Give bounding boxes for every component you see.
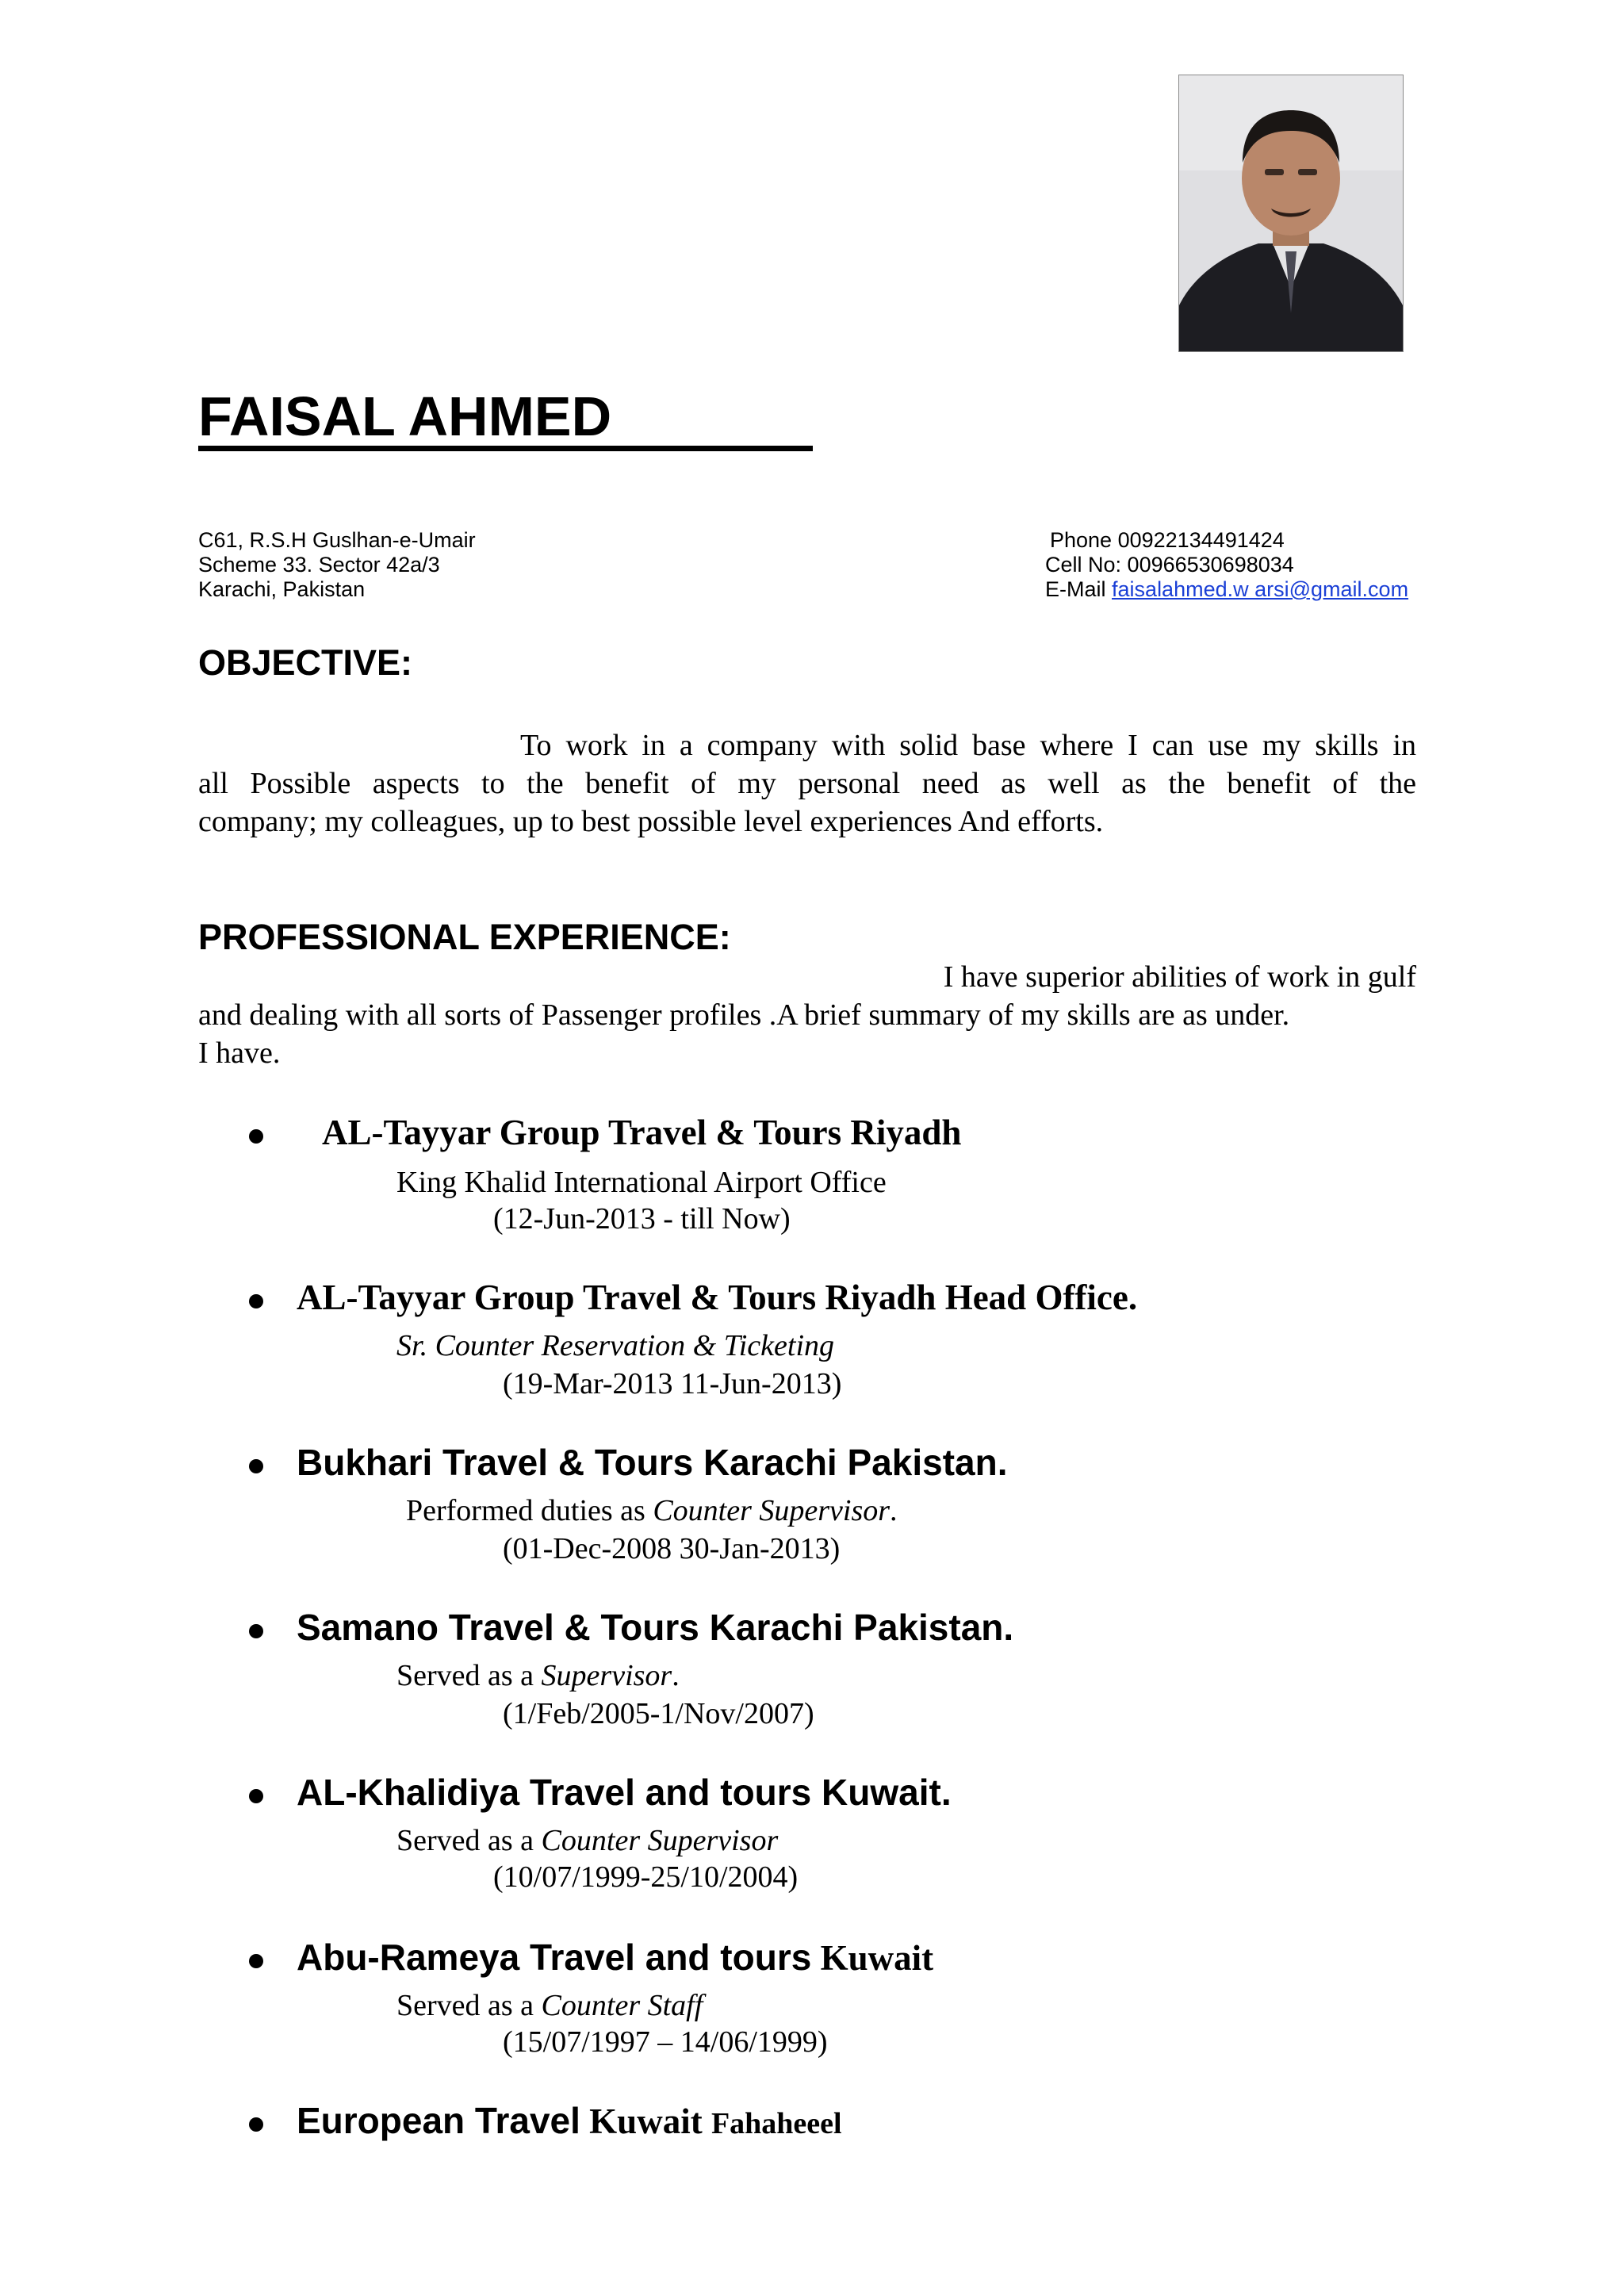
address-line-2: Scheme 33. Sector 42a/3 [198,553,440,577]
experience-intro-line-3: I have. [198,1036,281,1070]
bullet-icon [249,1789,263,1803]
experience-dates-1: (12-Jun-2013 - till Now) [493,1202,791,1236]
phone-line [1045,528,1408,553]
experience-detail-6 [396,1987,703,2024]
bullet-icon [249,2117,263,2132]
email-line [1045,577,1408,602]
address-line-3: Karachi, Pakistan [198,577,366,601]
experience-detail-5 [396,1822,778,1859]
email-label: E-Mail [1045,577,1106,601]
address-block [198,528,476,602]
experience-prefix-6: Served as a [396,1989,534,2022]
contact-block [1045,528,1408,602]
experience-detail-3 [406,1492,898,1529]
experience-suffix-4: . [672,1659,680,1692]
phone-number: 00922134491424 [1117,528,1285,552]
profile-photo [1178,75,1404,352]
experience-role-6: Counter Staff [541,1989,703,2022]
experience-location-7: Kuwait [589,2102,703,2141]
experience-dates-4: (1/Feb/2005-1/Nov/2007) [503,1697,814,1730]
phone-label: Phone [1050,528,1113,552]
experience-title-1: AL-Tayyar Group Travel & Tours Riyadh [322,1113,962,1152]
experience-suffix-3: . [890,1494,898,1527]
candidate-name: FAISAL AHMED [198,387,813,451]
address-line-1: C61, R.S.H Guslhan-e-Umair [198,528,476,552]
experience-dates-6: (15/07/1997 – 14/06/1999) [503,2025,828,2059]
experience-company-7: European Travel [297,2100,580,2141]
experience-intro-line-2: and dealing with all sorts of Passenger profiles .A brief summary of my skills are as under. [198,998,1290,1032]
objective-line-2: all Possible aspects to the benefit of my personal need as well as the benefit of the [198,767,1416,800]
experience-intro [198,958,1416,1072]
experience-role-3: Counter Supervisor [653,1494,891,1527]
cell-number: 00966530698034 [1127,553,1294,577]
experience-heading: PROFESSIONAL EXPERIENCE: [198,917,731,957]
experience-title-3: Bukhari Travel & Tours Karachi Pakistan. [297,1442,1008,1483]
experience-detail-2 [396,1328,834,1364]
bullet-icon [249,1954,263,1968]
cell-line [1045,553,1408,577]
cell-label: Cell No: [1045,553,1122,577]
experience-detail-1: King Khalid International Airport Office [396,1166,887,1199]
experience-company-6: Abu-Rameya Travel and tours [297,1937,812,1978]
objective-line-1: To work in a company with solid base where I can use my skills in [520,729,1416,762]
bullet-icon [249,1459,263,1473]
experience-title-6 [297,1935,933,1980]
experience-detail-4 [396,1657,680,1694]
experience-dates-5: (10/07/1999-25/10/2004) [493,1860,799,1894]
experience-intro-line-1: I have superior abilities of work in gulf [943,960,1416,994]
objective-heading: OBJECTIVE: [198,642,413,683]
experience-prefix-5: Served as a [396,1824,534,1857]
experience-dates-3: (01-Dec-2008 30-Jan-2013) [503,1532,841,1565]
experience-city-7: Fahaheeel [710,2107,842,2140]
experience-prefix-4: Served as a [396,1659,534,1692]
bullet-icon [249,1129,263,1144]
objective-line-3: company; my colleagues, up to best possible level experiences And efforts. [198,805,1104,838]
objective-paragraph [198,726,1416,841]
experience-role-2: Sr. Counter Reservation & Ticketing [396,1329,835,1362]
experience-title-2: AL-Tayyar Group Travel & Tours Riyadh Head Office. [297,1278,1138,1317]
bullet-icon [249,1294,263,1308]
person-silhouette-icon [1179,75,1403,351]
experience-prefix-3: Performed duties as [406,1494,645,1527]
email-link[interactable]: faisalahmed.w arsi@gmail.com [1112,577,1409,601]
experience-role-5: Counter Supervisor [541,1824,779,1857]
experience-dates-2: (19-Mar-2013 11-Jun-2013) [503,1367,842,1400]
experience-location-6: Kuwait [820,1938,934,1978]
bullet-icon [249,1624,263,1638]
experience-title-7 [297,2098,842,2146]
experience-title-4: Samano Travel & Tours Karachi Pakistan. [297,1607,1014,1648]
experience-role-4: Supervisor [541,1659,672,1692]
experience-title-5: AL-Khalidiya Travel and tours Kuwait. [297,1772,952,1813]
